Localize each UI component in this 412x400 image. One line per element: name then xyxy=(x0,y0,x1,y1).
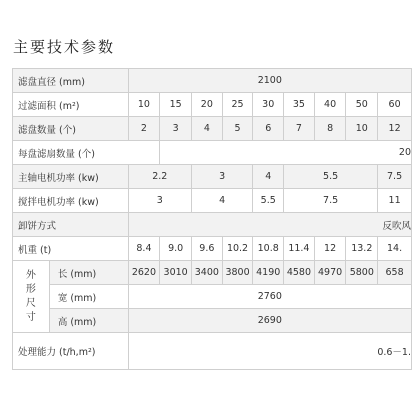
length-cell: 3800 xyxy=(222,261,253,285)
area-label: 过滤面积 (m²) xyxy=(13,93,129,117)
row-weight xyxy=(13,237,412,261)
dims-group-char: 形 xyxy=(25,283,36,295)
row-width xyxy=(13,285,412,309)
width-label: 宽 (mm) xyxy=(49,285,128,309)
row-length xyxy=(13,261,412,285)
spec-table xyxy=(12,68,412,370)
row-capacity xyxy=(13,333,412,370)
length-cell: 3400 xyxy=(192,261,223,285)
stir-motor-cell: 5.5 xyxy=(253,189,284,213)
sectors-value: 20 xyxy=(160,141,412,165)
stir-motor-cell: 7.5 xyxy=(284,189,378,213)
weight-label: 机重 (t) xyxy=(13,237,129,261)
row-stir-motor xyxy=(13,189,412,213)
main-motor-cell: 4 xyxy=(253,165,284,189)
weight-cell: 12 xyxy=(314,237,346,261)
dims-group-label xyxy=(13,261,50,333)
weight-cell: 10.2 xyxy=(222,237,253,261)
main-motor-cell: 7.5 xyxy=(378,165,412,189)
discs-cell: 7 xyxy=(284,117,315,141)
row-discs xyxy=(13,117,412,141)
discs-cell: 5 xyxy=(222,117,253,141)
stir-motor-label: 搅拌电机功率 (kw) xyxy=(13,189,129,213)
height-value: 2690 xyxy=(128,309,411,333)
area-cell: 25 xyxy=(222,93,253,117)
discs-cell: 3 xyxy=(160,117,192,141)
discs-cell: 10 xyxy=(346,117,378,141)
row-main-motor xyxy=(13,165,412,189)
length-cell: 4970 xyxy=(314,261,346,285)
length-cell: 2620 xyxy=(128,261,160,285)
length-cell: 4190 xyxy=(253,261,284,285)
capacity-label: 处理能力 (t/h,m²) xyxy=(13,333,129,370)
main-motor-cell: 3 xyxy=(192,165,253,189)
height-label: 高 (mm) xyxy=(49,309,128,333)
row-area xyxy=(13,93,412,117)
area-cell: 10 xyxy=(128,93,160,117)
length-cell: 5800 xyxy=(346,261,378,285)
area-cell: 50 xyxy=(346,93,378,117)
stir-motor-cell: 11 xyxy=(378,189,412,213)
weight-cell: 8.4 xyxy=(128,237,160,261)
row-height xyxy=(13,309,412,333)
dims-group-char: 外 xyxy=(25,269,36,281)
main-motor-cell: 2.2 xyxy=(128,165,191,189)
stir-motor-cell: 3 xyxy=(128,189,191,213)
width-value: 2760 xyxy=(128,285,411,309)
capacity-value: 0.6－1. xyxy=(128,333,411,370)
diameter-label: 滤盘直径 (mm) xyxy=(13,69,129,93)
main-motor-cell: 5.5 xyxy=(284,165,378,189)
weight-cell: 10.8 xyxy=(253,237,284,261)
area-cell: 40 xyxy=(314,93,346,117)
length-label: 长 (mm) xyxy=(49,261,128,285)
row-discharge xyxy=(13,213,412,237)
area-cell: 60 xyxy=(378,93,412,117)
discs-cell: 12 xyxy=(378,117,412,141)
weight-cell: 14. xyxy=(378,237,412,261)
weight-cell: 11.4 xyxy=(284,237,315,261)
weight-cell: 9.0 xyxy=(160,237,192,261)
area-cell: 35 xyxy=(284,93,315,117)
weight-cell: 9.6 xyxy=(192,237,223,261)
main-motor-label: 主轴电机功率 (kw) xyxy=(13,165,129,189)
discs-cell: 8 xyxy=(314,117,346,141)
sectors-label: 每盘滤扇数量 (个) xyxy=(13,141,160,165)
length-cell: 3010 xyxy=(160,261,192,285)
discs-label: 滤盘数量 (个) xyxy=(13,117,129,141)
discharge-label: 卸饼方式 xyxy=(13,213,129,237)
discharge-value: 反吹风 xyxy=(128,213,411,237)
page-title: 主要技术参数 xyxy=(13,38,116,56)
area-cell: 15 xyxy=(160,93,192,117)
area-cell: 30 xyxy=(253,93,284,117)
row-diameter xyxy=(13,69,412,93)
weight-cell: 13.2 xyxy=(346,237,378,261)
dims-group-char: 尺 xyxy=(25,297,36,309)
area-cell: 20 xyxy=(192,93,223,117)
stir-motor-cell: 4 xyxy=(192,189,253,213)
row-sectors xyxy=(13,141,412,165)
dims-group-char: 寸 xyxy=(25,311,36,323)
diameter-value: 2100 xyxy=(128,69,411,93)
discs-cell: 2 xyxy=(128,117,160,141)
discs-cell: 4 xyxy=(192,117,223,141)
discs-cell: 6 xyxy=(253,117,284,141)
length-cell: 658 xyxy=(378,261,412,285)
length-cell: 4580 xyxy=(284,261,315,285)
